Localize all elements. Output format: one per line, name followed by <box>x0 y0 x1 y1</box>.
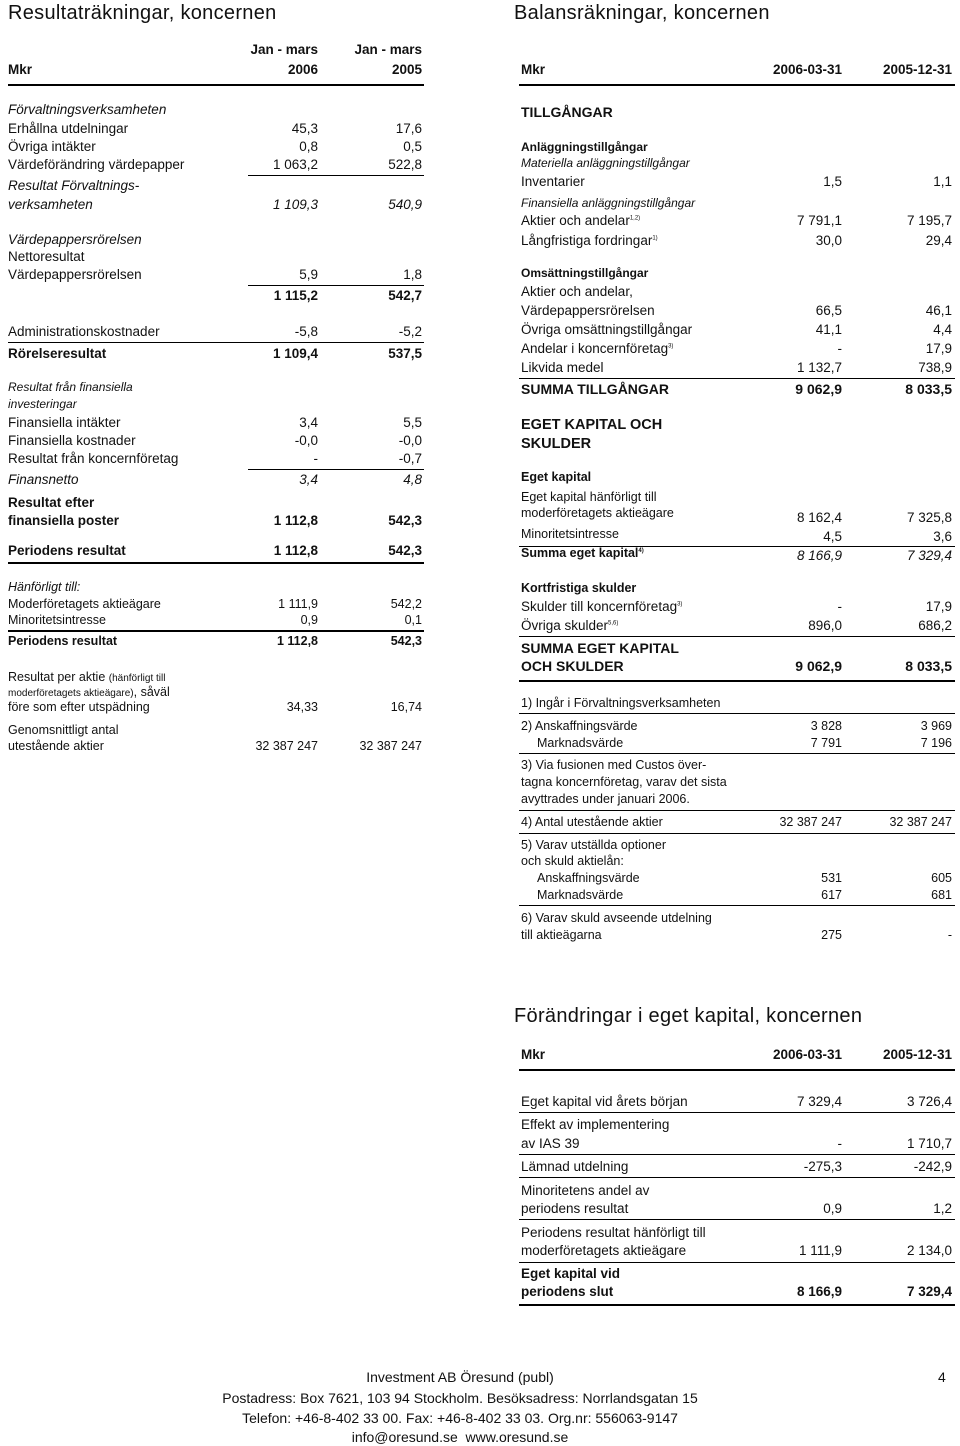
row-value-2005: 4,8 <box>403 472 422 487</box>
row-value-2006: 1 132,7 <box>796 360 842 375</box>
note-value-2005: 681 <box>931 888 952 902</box>
header-rule <box>8 84 424 86</box>
row-label: Resultat Förvaltnings- <box>8 178 140 193</box>
row-value-2006: 8 166,9 <box>796 1284 842 1299</box>
note-value-2005: 3 969 <box>920 719 952 733</box>
row-label-bold: Summa eget kapital$^{4)}$ <box>521 546 644 560</box>
row-label-bold: Eget kapital vid <box>521 1266 621 1281</box>
row-value-2006: 4,5 <box>823 529 842 544</box>
row-label: Effekt av implementering <box>521 1117 670 1132</box>
sum-rule <box>8 630 424 632</box>
row-value-2005: 0,5 <box>403 139 422 154</box>
sum-rule <box>248 469 424 470</box>
row-value-2005: 7 329,4 <box>906 1284 952 1299</box>
row-value-2006: 0,9 <box>300 613 318 627</box>
subsection-label: Materiella anläggningstillgångar <box>521 156 690 170</box>
note-5: Marknadsvärde <box>537 888 624 902</box>
row-value-2005: -0,0 <box>398 433 422 448</box>
row-value-2005: 46,1 <box>925 303 952 318</box>
note-3: avyttrades under januari 2006. <box>521 792 690 806</box>
row-value-2006: 30,0 <box>815 233 842 248</box>
row-value-2005: -5,2 <box>398 324 422 339</box>
note-6: 6) Varav skuld avseende utdelning <box>521 911 712 925</box>
row-value-2006: 8 162,4 <box>796 510 842 525</box>
note-value-2005: 7 196 <box>920 736 952 750</box>
subsection-heading: Kortfristiga skulder <box>521 581 637 595</box>
row-value-2006: 41,1 <box>815 322 842 337</box>
eps-label: moderföretagets aktieägare), såväl <box>8 685 170 699</box>
row-value-2005: 0,1 <box>404 613 422 627</box>
row-label: Eget kapital hänförligt till <box>521 490 657 504</box>
row-value-2006: 1,5 <box>823 174 842 189</box>
equity-changes-title: Förändringar i eget kapital, koncernen <box>514 1005 863 1027</box>
row-value-2006: - <box>837 599 842 614</box>
row-value-2006: 3,4 <box>299 415 318 430</box>
note-2: 2) Anskaffningsvärde <box>521 719 638 733</box>
row-label: Lämnad utdelning <box>521 1159 629 1174</box>
row-label: Resultat från koncernföretag <box>8 451 179 466</box>
note-rule <box>519 905 955 906</box>
row-value-2006: 0,9 <box>823 1201 842 1216</box>
income-statement-title: Resultaträkningar, koncernen <box>8 2 277 24</box>
row-value-2005: 17,9 <box>925 599 952 614</box>
row-label-bold: SUMMA TILLGÅNGAR <box>521 381 670 397</box>
shares-label: Genomsnittligt antal <box>8 723 119 737</box>
row-label: Förvaltningsverksamheten <box>8 102 167 117</box>
row-value-2005: 1 710,7 <box>906 1136 952 1151</box>
row-label: Övriga omsättningstillgångar <box>521 322 693 337</box>
page-number: 4 <box>938 1369 946 1385</box>
row-label: Moderföretagets aktieägare <box>8 597 161 611</box>
row-value-2005: 29,4 <box>925 233 952 248</box>
row-label: Övriga skulder$^{5,6)}$ <box>521 618 619 633</box>
footer-address: Postadress: Box 7621, 103 94 Stockholm. Besöksadress: Norrlandsgatan 15 <box>222 1390 698 1406</box>
row-label: Hänförligt till: <box>8 580 81 594</box>
col2-header: 2005-12-31 <box>882 1047 952 1062</box>
mkr-label: Mkr <box>521 62 546 77</box>
row-value-2005: 8 033,5 <box>905 658 952 674</box>
row-rule <box>519 1154 955 1155</box>
row-value-2005: 2 134,0 <box>906 1243 952 1258</box>
header-rule <box>519 1069 955 1071</box>
row-label-bold: Rörelseresultat <box>8 346 107 361</box>
note-5: Anskaffningsvärde <box>537 871 640 885</box>
note-rule <box>519 713 955 714</box>
mkr-label: Mkr <box>8 62 33 77</box>
row-label: Nettoresultat <box>8 249 85 264</box>
row-label: Eget kapital vid årets början <box>521 1094 688 1109</box>
footer-contact: info@oresund.se www.oresund.se <box>351 1429 569 1445</box>
row-value-2006: 7 791,1 <box>796 213 842 228</box>
note-4: 4) Antal utestående aktier <box>521 815 663 829</box>
row-label-bold: finansiella poster <box>8 513 120 528</box>
eps-value-2005: 16,74 <box>390 700 422 714</box>
row-value-2006: - <box>837 1136 842 1151</box>
note-value-2005: 605 <box>931 871 952 885</box>
row-label: Minoritetens andel av <box>521 1183 650 1198</box>
row-value-2005: 542,3 <box>390 634 422 648</box>
row-label: Finansiella kostnader <box>8 433 136 448</box>
row-value-2006: 1 112,8 <box>276 634 318 648</box>
row-label: Inventarier <box>521 174 585 189</box>
note-rule <box>519 753 955 754</box>
row-value-2005: 537,5 <box>388 346 422 361</box>
row-value-2005: 540,9 <box>388 197 422 212</box>
note-value-2006: 3 828 <box>810 719 842 733</box>
row-label: Aktier och andelar, <box>521 284 633 299</box>
row-value-2005: 542,3 <box>388 543 422 558</box>
row-rule <box>519 1262 955 1263</box>
row-rule <box>519 1177 955 1178</box>
note-rule <box>519 833 955 834</box>
total-rule <box>519 680 955 682</box>
row-rule <box>519 1112 955 1113</box>
row-label: moderföretagets aktieägare <box>521 1243 687 1258</box>
row-value-2006: 45,3 <box>291 121 318 136</box>
row-value-2005: 4,4 <box>933 322 952 337</box>
row-label: Långfristiga fordringar$^{1)}$ <box>521 233 658 248</box>
subsection-heading: Anläggningstillgångar <box>521 140 648 154</box>
row-value-2005: 7 329,4 <box>906 548 952 563</box>
row-value-2005: 542,2 <box>390 597 422 611</box>
row-value-2006: 1 112,8 <box>273 543 318 558</box>
row-label: Resultat från finansiella <box>8 380 133 394</box>
shares-value-2005: 32 387 247 <box>359 739 422 753</box>
row-label: Skulder till koncernföretag$^{3)}$ <box>521 599 683 614</box>
sum-rule <box>248 175 424 176</box>
sum-rule <box>519 378 955 379</box>
row-label-bold: Resultat efter <box>8 495 95 510</box>
col1-header: 2006-03-31 <box>772 62 842 77</box>
subsection-label: Finansiella anläggningstillgångar <box>521 196 696 210</box>
row-label: Finansnetto <box>8 472 79 487</box>
sum-rule <box>519 636 955 637</box>
note-5: och skuld aktielån: <box>521 854 624 868</box>
note-1: 1) Ingår i Förvaltningsverksamheten <box>521 696 721 710</box>
row-value-2006: 1 109,4 <box>272 346 318 361</box>
note-value-2006: 7 791 <box>810 736 842 750</box>
row-label: Erhållna utdelningar <box>8 121 129 136</box>
row-value-2005: 3,6 <box>933 529 952 544</box>
row-label: Minoritetsintresse <box>521 527 619 541</box>
total-rule <box>8 562 424 564</box>
note-value-2006: 531 <box>821 871 842 885</box>
row-label: Andelar i koncernföretag$^{3)}$ <box>521 341 674 356</box>
row-label: Värdepappersrörelsen <box>521 303 655 318</box>
total-rule <box>519 1304 955 1306</box>
row-value-2005: 5,5 <box>403 415 422 430</box>
row-value-2006: 896,0 <box>808 618 842 633</box>
row-value-2006: - <box>313 451 318 466</box>
row-value-2005: 542,3 <box>388 513 422 528</box>
row-value-2005: 7 195,7 <box>906 213 952 228</box>
row-value-2006: 1 112,8 <box>273 513 318 528</box>
shares-label: utestående aktier <box>8 739 104 753</box>
row-value-2005: 1,1 <box>933 174 952 189</box>
row-value-2005: 17,9 <box>925 341 952 356</box>
row-value-2005: -0,7 <box>398 451 422 466</box>
row-value-2005: 3 726,4 <box>906 1094 952 1109</box>
header-rule <box>519 84 955 86</box>
row-label: Periodens resultat hänförligt till <box>521 1225 706 1240</box>
subsection-heading: Eget kapital <box>521 470 592 484</box>
section-heading: SKULDER <box>521 436 592 452</box>
row-value-2005: 542,7 <box>388 288 422 303</box>
note-3: 3) Via fusionen med Custos över- <box>521 758 707 772</box>
row-value-2006: - <box>837 341 842 356</box>
row-value-2006: 3,4 <box>299 472 318 487</box>
row-label: Värdepappersrörelsen <box>8 232 142 247</box>
row-value-2006: 1 063,2 <box>272 157 318 172</box>
subsection-heading: Omsättningstillgångar <box>521 266 649 280</box>
col2-header-year: 2005 <box>391 62 422 77</box>
note-3: tagna koncernföretag, varav det sista <box>521 775 727 789</box>
row-label: periodens resultat <box>521 1201 629 1216</box>
row-value-2005: 686,2 <box>918 618 952 633</box>
col1-header: 2006-03-31 <box>772 1047 842 1062</box>
shares-value-2006: 32 387 247 <box>255 739 318 753</box>
row-value-2006: 1 111,9 <box>278 597 318 611</box>
row-label-bold: Periodens resultat <box>8 543 126 558</box>
row-value-2005: 7 325,8 <box>906 510 952 525</box>
row-label-bold: Periodens resultat <box>8 634 118 648</box>
row-label-bold: SUMMA EGET KAPITAL <box>521 640 679 656</box>
row-label: Likvida medel <box>521 360 604 375</box>
row-value-2006: 1 115,2 <box>273 288 318 303</box>
row-value-2006: 66,5 <box>815 303 842 318</box>
row-value-2005: 8 033,5 <box>905 381 952 397</box>
row-value-2006: -0,0 <box>294 433 318 448</box>
col1-header-year: 2006 <box>287 62 318 77</box>
balance-sheet-title: Balansräkningar, koncernen <box>514 2 770 24</box>
row-value-2006: 1 111,9 <box>798 1243 842 1258</box>
eps-label: Resultat per aktie (hänförligt till <box>8 670 166 684</box>
note-rule <box>519 810 955 811</box>
row-label-bold: OCH SKULDER <box>521 658 624 674</box>
col2-header-period: Jan - mars <box>354 42 422 57</box>
footer-phone: Telefon: +46-8-402 33 00. Fax: +46-8-402 33 03. Org.nr: 556063-9147 <box>242 1410 678 1426</box>
row-value-2006: 5,9 <box>299 267 318 282</box>
row-value-2005: 1,2 <box>933 1201 952 1216</box>
row-value-2006: 8 166,9 <box>796 548 842 563</box>
row-label: Värdeförändring värdepapper <box>8 157 185 172</box>
row-value-2005: 17,6 <box>395 121 422 136</box>
sum-rule <box>248 285 424 286</box>
note-5: 5) Varav utställda optioner <box>521 838 666 852</box>
row-label: moderföretagets aktieägare <box>521 506 674 520</box>
row-value-2006: 7 329,4 <box>796 1094 842 1109</box>
note-value-2006: 32 387 247 <box>779 815 842 829</box>
row-value-2005: 1,8 <box>403 267 422 282</box>
row-value-2005: -242,9 <box>913 1159 952 1174</box>
note-value-2006: 275 <box>821 928 842 942</box>
row-label: Aktier och andelar$^{1,2)}$ <box>521 213 641 228</box>
eps-value-2006: 34,33 <box>286 700 318 714</box>
row-value-2006: -5,8 <box>294 324 318 339</box>
note-value-2005: 32 387 247 <box>889 815 952 829</box>
sum-rule <box>8 342 424 343</box>
row-label-bold: periodens slut <box>521 1284 614 1299</box>
mkr-label: Mkr <box>521 1047 546 1062</box>
row-label: av IAS 39 <box>521 1136 580 1151</box>
row-label: Värdepappersrörelsen <box>8 267 142 282</box>
row-label: Administrationskostnader <box>8 324 160 339</box>
eps-label: före som efter utspädning <box>8 700 150 714</box>
note-value-2006: 617 <box>821 888 842 902</box>
note-2b: Marknadsvärde <box>537 736 624 750</box>
row-value-2005: 522,8 <box>388 157 422 172</box>
row-label: verksamheten <box>8 197 93 212</box>
row-label: investeringar <box>8 397 77 411</box>
col2-header: 2005-12-31 <box>882 62 952 77</box>
row-value-2006: 9 062,9 <box>795 658 842 674</box>
row-label: Minoritetsintresse <box>8 613 106 627</box>
row-rule <box>519 1219 955 1220</box>
note-value-2005: - <box>947 928 952 942</box>
row-label: Finansiella intäkter <box>8 415 121 430</box>
row-value-2006: 0,8 <box>299 139 318 154</box>
section-heading: EGET KAPITAL OCH <box>521 417 663 433</box>
row-label: Övriga intäkter <box>8 139 96 154</box>
row-value-2006: 1 109,3 <box>272 197 318 212</box>
footer-company: Investment AB Öresund (publ) <box>366 1369 554 1385</box>
row-value-2006: -275,3 <box>803 1159 842 1174</box>
col1-header-period: Jan - mars <box>250 42 318 57</box>
row-value-2006: 9 062,9 <box>795 381 842 397</box>
row-value-2005: 738,9 <box>918 360 952 375</box>
section-heading: TILLGÅNGAR <box>521 104 613 120</box>
note-6: till aktieägarna <box>521 928 602 942</box>
